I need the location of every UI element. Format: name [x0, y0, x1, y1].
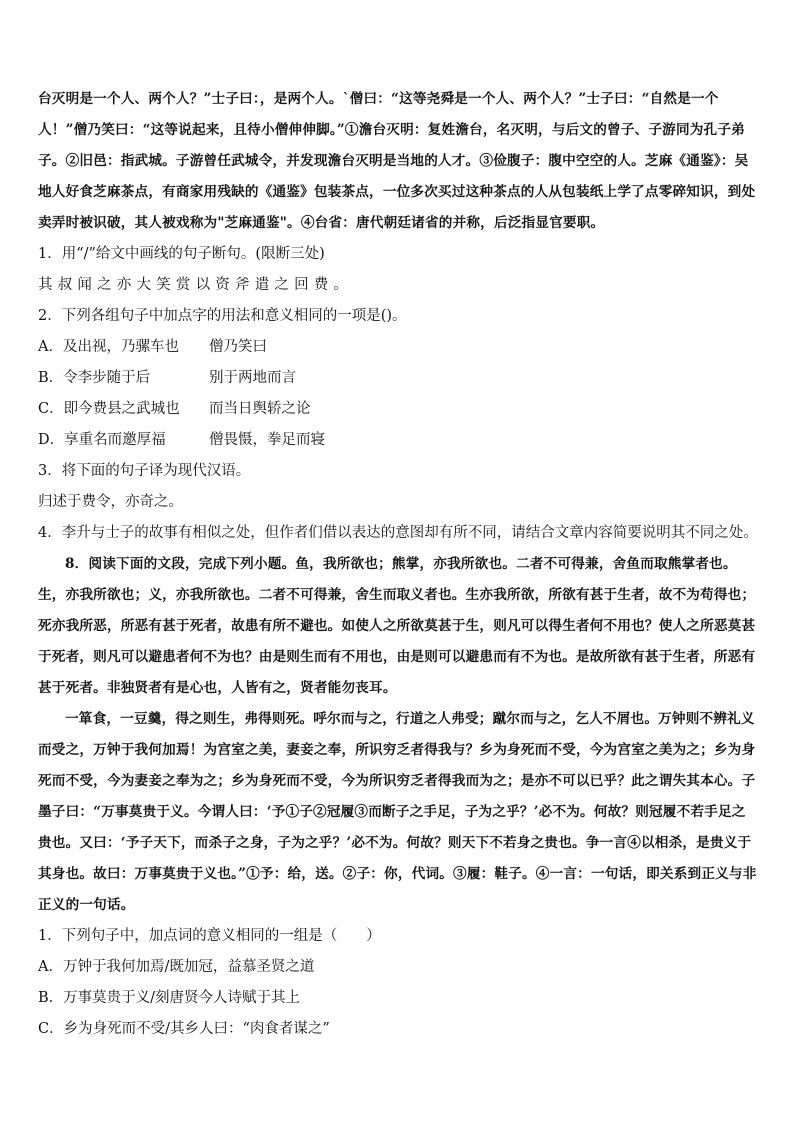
question-1-sentence: 其叔闻之亦大笑赏以资斧遣之回费。 — [38, 277, 354, 293]
q8-option-a: A．万钟于我何加焉/既加冠，益慕圣贤之道 — [38, 959, 315, 975]
option-c: C．即今费县之武城也 而当日舆轿之论 — [38, 401, 311, 417]
question-3-sentence: 归述于费令，亦奇之。 — [38, 494, 183, 510]
passage-continuation: 台灭明是一个人、两个人？”士子曰：，是两个人。`僧曰：“这等尧舜是一个人、两个人？”士子曰：“自然是一个人！”僧乃笑曰：“这等说起来，且待小僧伸伸脚。”①澹台灭明：复姓澹台，名灭明，与后文的曾子、子游同为孔子弟子。②旧邑：指武城。子游曾任武城令，并发现澹台灭明是当地的人才。③俭腹子：腹中空空的人。芝麻《通鉴》：吴地人好食芝麻茶点，有商家用残缺的《通鉴》包装茶点，一位多次买过这种茶点的人从包装纸上学了点零碎知识，到处卖弄时被识破，其人被戏称为"芝麻通鉴"。④台省：唐代朝廷诸省的并称，后泛指显官要职。 — [38, 91, 756, 231]
question-2: 2．下列各组句子中加点字的用法和意义相同的一项是()。 — [38, 308, 407, 324]
section-8-passage-2: 一箪食，一豆羹，得之则生，弗得则死。呼尔而与之，行道之人弗受；蹴尔而与之，乞人不屑也。万钟则不辨礼义而受之，万钟于我何加焉！为宫室之美，妻妾之奉，所识穷乏者得我与？乡为身死而不受，今为宫室之美为之；乡为身死而不受，今为妻妾之奉为之；乡为身死而不受，今为所识穷乏者得我而为之；是亦不可以已乎？此之谓失其本心。子墨子曰：“万事莫贵于义。今谓人曰：‘予①子②冠履③而断子之手足，子为之乎？’必不为。何故？则冠履不若手足之贵也。又曰：‘予子天下，而杀子之身，子为之乎？’必不为。何故？则天下不若身之贵也。争一言④以相杀，是贵义于其身也。故曰：万事莫贵于义也。”①予：给，送。②子：你，代词。③履：鞋子。④一言：一句话，即关系到正义与非正义的一句话。 — [38, 711, 757, 913]
question-4: 4．李升与士子的故事有相似之处，但作者们借以表达的意图却有所不同，请结合文章内容简要说明其不同之处。 — [38, 525, 758, 541]
question-1: 1．用“/”给文中画线的句子断句。(限断三处) — [38, 246, 325, 262]
question-3: 3．将下面的句子译为现代汉语。 — [38, 463, 251, 479]
option-b: B．令李步随于后 别于两地而言 — [38, 370, 296, 386]
q8-option-c: C．乡为身死而不受/其乡人曰：“肉食者谋之” — [38, 1021, 330, 1037]
option-d: D．享重名而邀厚福 僧畏慑，拳足而寝 — [38, 432, 325, 448]
q8-option-b: B．万事莫贵于义/刻唐贤今人诗赋于其上 — [38, 990, 301, 1006]
option-a: A．及出视，乃骡车也 僧乃笑曰 — [38, 339, 267, 355]
section-8-passage: 8．阅读下面的文段，完成下列小题。鱼，我所欲也；熊掌，亦我所欲也。二者不可得兼，舍鱼而取熊掌者也。生，亦我所欲也；义，亦我所欲也。二者不可得兼，舍生而取义者也。生亦我所欲，所欲有甚于生者，故不为苟得也；死亦我所恶，所恶有甚于死者，故患有所不避也。如使人之所欲莫甚于生，则凡可以得生者何不用也？使人之所恶莫甚于死者，则凡可以避患者何不为也？由是则生而有不用也，由是则可以避患而有不为也。是故所欲有甚于生者，所恶有甚于死者。非独贤者有是心也，人皆有之，贤者能勿丧耳。 — [38, 556, 756, 696]
question-8-1: 1．下列句子中，加点词的意义相同的一组是（ ） — [38, 928, 381, 944]
